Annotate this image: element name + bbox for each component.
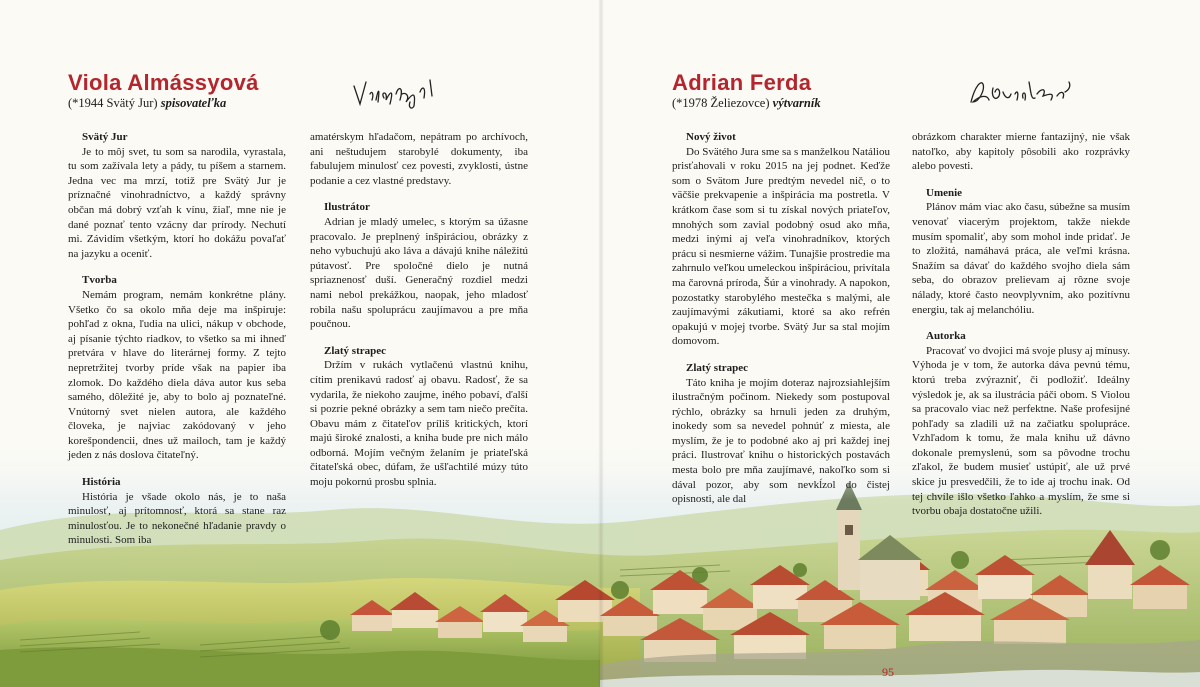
right-author-name: Adrian Ferda: [672, 70, 812, 95]
left-c1-heading-1: Svätý Jur: [82, 131, 128, 143]
left-c1-text-3: História je všade okolo nás, je to naša minulosť, aj prítomnosť, ktorá sa stane raz minulosťou. Je to nekonečné hľadanie pravdy o minulosti. Som iba: [68, 490, 286, 547]
left-author-name: Viola Almássyová: [68, 70, 259, 95]
page-number: 95: [882, 665, 894, 679]
book-gutter: [598, 0, 604, 687]
right-c1-heading-1: Nový život: [686, 131, 736, 143]
right-c2-text-2: Plánov mám viac ako času, súbežne sa musím venovať viacerým projektom, takže niekde musím spomaliť, aby som mohol inde pridať. Je to zložitá, namáhavá práca, ale veľmi krásna. Snažím sa dávať do každého svojho diela sám seba, do obrazov prelievam aj rôzne svoje nálady, ktoré často neovplyvním, ako pozitívnu energiu, tak aj melanchóliu.: [912, 201, 1130, 316]
right-author-meta: [672, 96, 821, 111]
left-c2-text-2: Adrian je mladý umelec, s ktorým sa úžasne pracovalo. Je preplnený inšpiráciou, obrázky z neho vybuchujú ako láva a dávajú knihe náležitú pútavosť. Pre spoločné dielo je nutná spriaznenosť duší. Generačný rozdiel medzi nami nebol prekážkou, naopak, jeho mladosť robila našu spoluprácu zaujímavou a pre mňa poučnou.: [310, 215, 528, 331]
left-column-1: [68, 130, 286, 560]
right-author-born: (*1978 Želiezovce): [672, 96, 770, 110]
right-signature: [965, 72, 1075, 112]
left-c1-heading-2: Tvorba: [82, 274, 117, 287]
left-c2-text-3: Držím v rukách vytlačenú vlastnú knihu, cítim prenikavú radosť aj obavu. Radosť, že sa vydarila, že niekoho zaujme, iného pobaví, ďalší si pozrie pekné obrázky a sem tam niečo prečíta. Obavu mám z čitateľov príliš kritických, ktorí majú široké znalosti, a kniha bude pre nich málo odborná. Mojím večným želaním je priateľská čitateľská obec, dúfam, že ušľachtilé múzy túto moju pokornú prosbu splnia.: [310, 359, 528, 489]
left-c2-text-1: amatérskym hľadačom, nepátram po archívoch, ani neštudujem starobylé dokumenty, iba fabulujem minulosť cez povesti, zvyklosti, ústne podanie a cez vlastné predstavy.: [310, 131, 528, 187]
right-author-role: výtvarník: [772, 96, 821, 110]
right-c2-heading-2: Umenie: [926, 186, 963, 199]
right-c2-text-1: obrázkom charakter mierne fantazijný, nie však natoľko, aby kapitoly pôsobili ako rozprávky alebo povesti.: [912, 131, 1130, 173]
right-c2-text-3: Pracovať vo dvojici má svoje plusy aj mínusy. Výhoda je v tom, že autorka dáva pevnú tému, ktorú treba zvýrazniť, či podložiť. Ideálny výsledok je, ak sa ilustrácia páči obom. S Violou sa pracovalo viac než perfektne. Naše profesijné pohľady sa zladili už na začiatku spolupráce. Vzhľadom k tomu, že mala knihu už dávno dokonale premyslenú, som sa pôvodne trochu zľakol, že budem musieť ustúpiť, ale už prvé skice ju presvedčili, že to ide aj trochu inak. Od tej chvíle išlo všetko ľahko a myslím, že sme si tvorbu obaja dostatočne užili.: [912, 344, 1130, 518]
left-author-meta: [68, 96, 226, 111]
right-c1-text-2: Táto kniha je mojím doteraz najrozsiahlejším ilustračným počinom. Niekedy som postupoval rýchlo, obrázky sa hrnuli jeden za druhým, inokedy som sa nevedel pohnúť z miesta, ale myslím, že je to podobné ako aj pri každej inej práci. Ilustrovať knihu o historických postavách mesta bolo pre mňa zaujímavé, nakoľko som si dával pozor, aby som nevkĺzol do čistej opisnosti, ale dal: [672, 376, 890, 506]
right-c1-heading-2: Zlatý strapec: [686, 361, 749, 374]
left-signature: [350, 72, 440, 112]
left-c2-heading-2: Ilustrátor: [324, 201, 370, 214]
left-author-role: spisovateľka: [160, 96, 227, 110]
left-c2-heading-3: Zlatý strapec: [324, 344, 387, 357]
left-c1-heading-3: História: [82, 476, 121, 489]
left-column-2: [310, 130, 528, 502]
left-author-born: (*1944 Svätý Jur): [68, 96, 158, 110]
right-column-1: [672, 130, 890, 519]
right-column-2: [912, 130, 1130, 531]
right-c1-text-1: Do Svätého Jura sme sa s manželkou Natáliou prisťahovali v roku 2015 na jej podnet. Keďže som o Svätom Jure predtým nevedel nič, o to väčšie prekvapenie a inšpirácia ma postretla. V krátkom čase som si tu získal nových priateľov, mnohých som zavial podobný osud ako mňa, medzi inými aj veľa vinohradníkov, ktorých prácu si nesmierne vážim. Tunajšie prostredie ma zahrnulo veľkou umeleckou inšpiráciou, privítala ma čarovná príroda, Šúr a vinohrady. A napokon, pozostatky starobylého mestečka s malými, ale zaujímavými zákutiami, ktoré sa ako refrén opakujú v mojej tvorbe. Svätý Jur sa stal mojím domovom.: [672, 145, 890, 348]
right-c2-heading-3: Autorka: [926, 330, 966, 343]
left-c1-text-2: Nemám program, nemám konkrétne plány. Všetko čo sa okolo mňa deje ma inšpiruje: pohľad z okna, ľudia na ulici, nákup v obchode, aj písanie týchto riadkov, to všetko sa mi ihneď pretvára v hlave do literárnej formy. Z tejto nepretržitej tvorby príde však na papier iba zlomok. Do každého diela dáva autor kus seba samého, dôležité je, aby to bolo aj poznateľné. Vnútorný svet nielen autora, ale každého človeka, je najviac zakódovaný v jeho korešpondencii, dnes už mailoch, tam je každý jeden z nás doslova čitateľný.: [68, 288, 286, 462]
left-c1-text-1: Je to môj svet, tu som sa narodila, vyrastala, tu som zažívala lety a pády, tu píšem a starnem. Jedna vec ma mrzí, totiž pre Svätý Jur je príznačné vinohradníctvo, a každý správny občan má dobrý vzťah k vínu, žiaľ, mne nie je dané poznať tento vzácny dar prírody. Nechutí mi. Závidím všetkým, ktorí ho dokážu povaľať na jazyku a oceniť.: [68, 145, 286, 260]
